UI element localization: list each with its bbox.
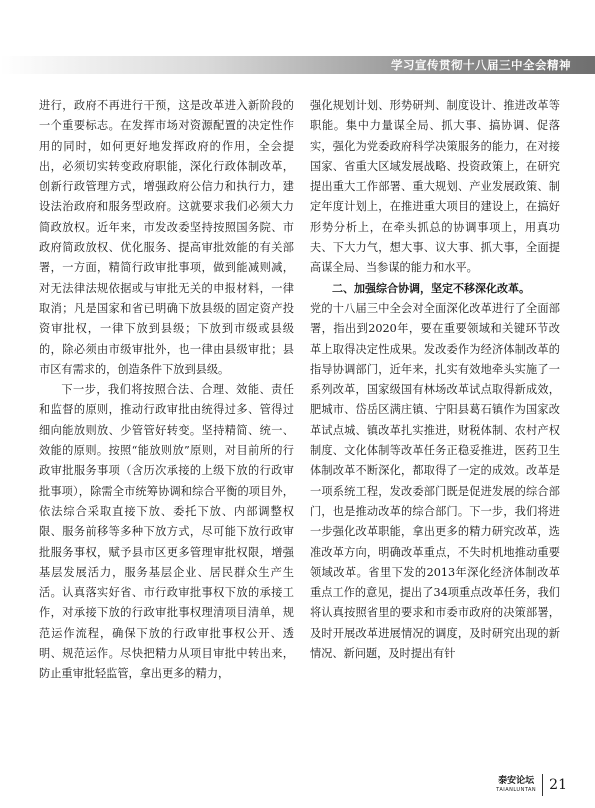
page-number: 21: [549, 777, 567, 793]
left-paragraph-continued: 进行，政府不再进行干预，这是改革进入新阶段的一个重要标志。在发挥市场对资源配置的决定性作用的同时，如何更好地发挥政府的作用，全会提出，必须切实转变政府职能，深化行政体制改革，创新行政管理方式，增强政府公信力和执行力，建设法治政府和服务型政府。这就要求我们必须大力简政放权。近年来，市发改委坚持按照国务院、市政府简政放权、优化服务、提高审批效能的有关部署，一方面，精简行政审批事项，做到能减则减，对无法律法规依据或与审批无关的申报材料，一律取消；凡是国家和省已明确下放县级的固定资产投资审批权，一律下放到县级；下放到市级或县级的，除必须由市级审批外，也一律由县级审批；县市区有需求的，创造条件下放到县级。: [39, 99, 294, 376]
section-header-title: 学习宣传贯彻十八届三中全会精神: [391, 58, 571, 72]
page-footer: [496, 772, 567, 798]
magazine-logo: [496, 777, 536, 793]
right-paragraph: 党的十八届三中全会对全面深化改革进行了全面部署，指出到2020年，要在重要领域和关键环节改革上取得决定性成果。发改委作为经济体制改革的指导协调部门，近年来，扎实有效地牵头实施了一系列改革，国家级国有林场改革试点取得新成效，肥城市、岱岳区满庄镇、宁阳县葛石镇作为国家改革试点城、镇改革扎实推进，财税体制、农村产权制度、文化体制等改革任务正稳妥推进，医药卫生体制改革不断深化，都取得了一定的成效。改革是一项系统工程，发改委部门既是促进发展的综合部门，也是推动改革的综合部门。下一步，我们将进一步强化改革职能，拿出更多的精力研究改革，选准改革方向，明确改革重点，不失时机地推动重要领域改革。省里下发的2013年深化经济体制改革重点工作的意见，提出了34项重点改革任务，我们将认真按照省里的要求和市委市政府的决策部署，及时开展改革进展情况的调度，及时研究出现的新情况、新问题，及时提出有针: [310, 301, 560, 661]
right-column: [310, 96, 560, 664]
section-heading: 二、加强综合协调，坚定不移深化改革。: [332, 281, 530, 295]
footer-divider: [542, 774, 543, 796]
magazine-logo-en: TAIANLUNTAN: [496, 787, 537, 793]
left-column: [39, 96, 294, 685]
right-paragraph-continued: 强化规划计划、形势研判、制度设计、推进改革等职能。集中力量谋全局、抓大事、搞协调、促落实，强化为党委政府科学决策服务的能力，在对接国家、省重大区域发展战略、投资政策上，在研究提出重大工作部署、重大规划、产业发展政策、制定年度计划上，在推进重大项目的建设上，在搞好形势分析上，在牵头抓总的协调事项上，用真功夫、下大力气，想大事、议大事、抓大事，全面提高谋全局、当参谋的能力和水平。: [310, 99, 560, 275]
left-paragraph: 下一步，我们将按照合法、合理、效能、责任和监督的原则，推动行政审批由统得过多、管得过细向能放则放、少管管好转变。坚持精简、统一、效能的原则。按照“能放则放”原则，对目前所的行政审批服务事项（含历次承接的上级下放的行政审批事项），除需全市统筹协调和综合平衡的项目外，依法综合采取直接下放、委托下放、内部调整权限、服务前移等多种下放方式，尽可能下放行政审批服务事权，赋予县市区更多管理审批权限，增强基层发展活力，服务基层企业、居民群众生产生活。认真落实好省、市行政审批事权下放的承接工作，对承接下放的行政审批事权理清项目清单，规范运作流程，确保下放的行政审批事权公开、透明、规范运作。尽快把精力从项目审批中转出来，防止重审批轻监管，拿出更多的精力，: [39, 383, 294, 681]
magazine-logo-cn: 泰安论坛: [498, 776, 535, 786]
